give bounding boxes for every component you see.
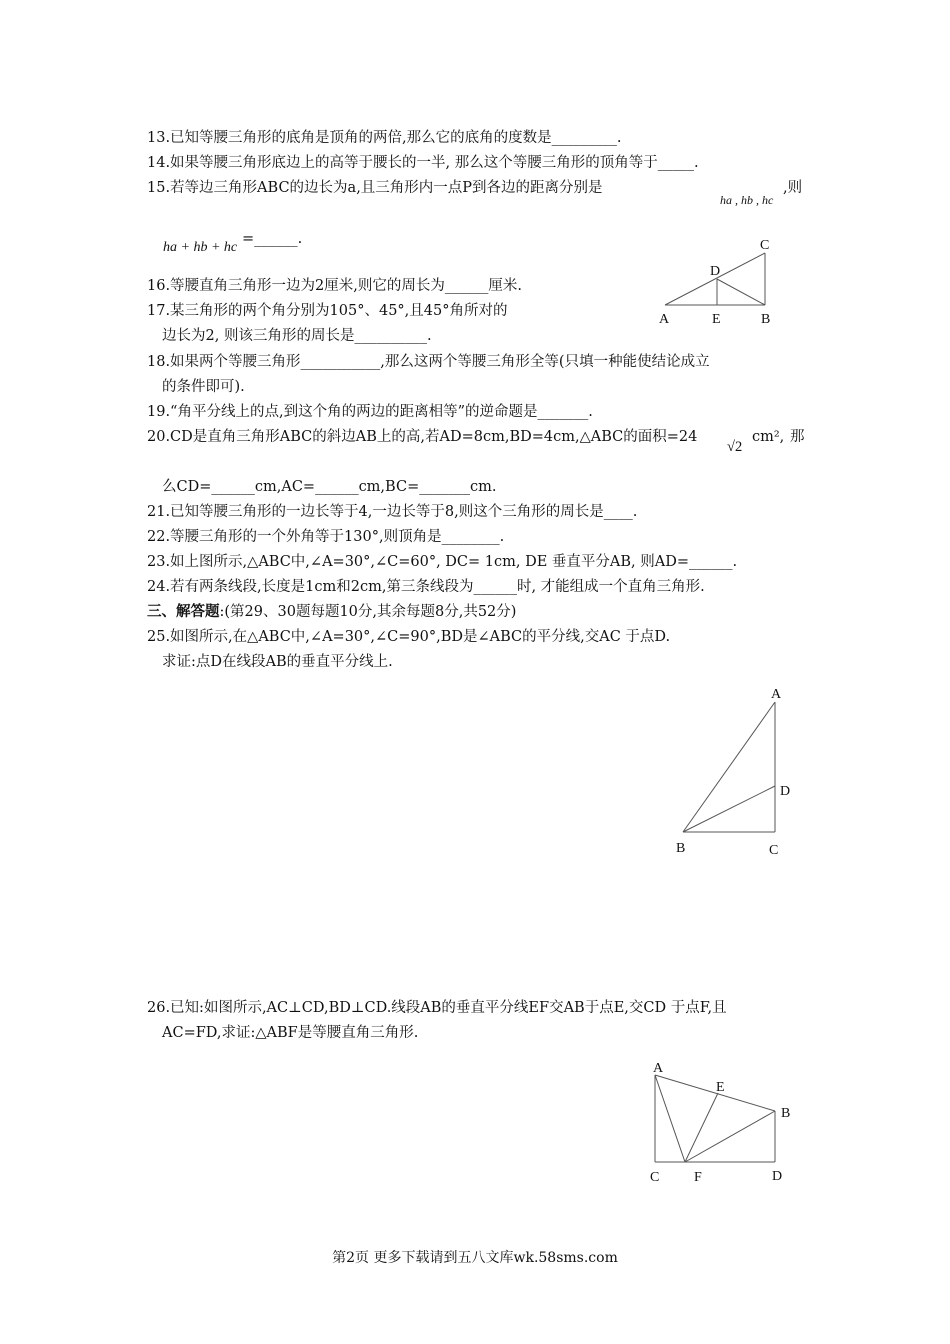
question-13: 13.已知等腰三角形的底角是顶角的两倍,那么它的底角的度数是_________. <box>147 130 622 146</box>
fig1-label-a: A <box>659 312 670 327</box>
question-20-line2: 么CD=______cm,AC=______cm,BC=_______cm. <box>162 479 497 495</box>
question-20-radical: √2 <box>727 439 743 455</box>
figure-triangle-abc-de <box>655 235 785 330</box>
question-15-sum: ha + hb + hc <box>163 240 238 255</box>
fig3-label-e: E <box>716 1080 725 1095</box>
fig3-label-b: B <box>781 1106 791 1121</box>
question-22: 22.等腰三角形的一个外角等于130°,则顶角是________. <box>147 529 505 545</box>
section-3-note: :(第29、30题每题10分,其余每题8分,共52分) <box>219 604 517 620</box>
fig1-label-c: C <box>760 238 770 253</box>
question-15-blank: =______. <box>242 231 303 247</box>
question-15-line1 <box>147 178 603 198</box>
section-3-heading <box>147 602 516 622</box>
figure-triangle-abc-bd <box>670 682 810 862</box>
fig2-label-c: C <box>769 843 779 858</box>
question-26-line1: 26.已知:如图所示,AC⊥CD,BD⊥CD.线段AB的垂直平分线EF交AB于点E,交CD 于点F,且 <box>147 1000 727 1016</box>
fig1-label-e: E <box>712 312 721 327</box>
question-17-line1: 17.某三角形的两个角分别为105°、45°,且45°角所对的 <box>147 303 508 319</box>
question-21: 21.已知等腰三角形的一边长等于4,一边长等于8,则这个三角形的周长是____. <box>147 504 638 520</box>
fig2-label-b: B <box>676 841 686 856</box>
question-26-line2: AC=FD,求证:△ABF是等腰直角三角形. <box>162 1025 419 1041</box>
question-20-unit: cm², <box>752 429 785 445</box>
page-footer: 第2页 更多下载请到五八文库wk.58sms.com <box>332 1250 618 1266</box>
question-15-text: 15.若等边三角形ABC的边长为a,且三角形内一点P到各边的距离分别是 <box>147 180 603 196</box>
question-25-line2: 求证:点D在线段AB的垂直平分线上. <box>162 654 393 670</box>
question-24: 24.若有两条线段,长度是1cm和2cm,第三条线段为______时, 才能组成一个直角三角形. <box>147 579 705 595</box>
question-16: 16.等腰直角三角形一边为2厘米,则它的周长为______厘米. <box>147 278 523 294</box>
question-23: 23.如上图所示,△ABC中,∠A=30°,∠C=60°, DC= 1cm, DE 垂直平分AB, 则AD=______. <box>147 554 738 570</box>
fig2-label-a: A <box>771 687 782 702</box>
question-17-line2: 边长为2, 则该三角形的周长是__________. <box>162 328 432 344</box>
question-18-line2: 的条件即可). <box>162 379 245 395</box>
figure-abf-triangle <box>645 1055 805 1190</box>
fig2-label-d: D <box>780 784 791 799</box>
question-15-distances: ha , hb , hc <box>720 193 774 207</box>
fig1-label-d: D <box>710 264 721 279</box>
question-15-then: ,则 <box>783 180 803 196</box>
fig3-label-f: F <box>694 1170 702 1185</box>
question-25-line1: 25.如图所示,在△ABC中,∠A=30°,∠C=90°,BD是∠ABC的平分线,交AC 于点D. <box>147 629 671 645</box>
section-3-title: 三、解答题 <box>147 603 220 620</box>
fig3-label-c: C <box>650 1170 660 1185</box>
fig3-label-a: A <box>653 1061 664 1076</box>
question-19: 19.“角平分线上的点,到这个角的两边的距离相等”的逆命题是_______. <box>147 404 593 420</box>
fig3-label-d: D <box>772 1169 783 1184</box>
question-20-line1: 20.CD是直角三角形ABC的斜边AB上的高,若AD=8cm,BD=4cm,△ABC的面积=24 <box>147 429 698 445</box>
question-14: 14.如果等腰三角形底边上的高等于腰长的一半, 那么这个等腰三角形的顶角等于_____. <box>147 155 699 171</box>
question-18-line1: 18.如果两个等腰三角形___________,那么这两个等腰三角形全等(只填一种能使结论成立 <box>147 354 710 370</box>
fig1-label-b: B <box>761 312 771 327</box>
question-20-na: 那 <box>790 429 805 445</box>
